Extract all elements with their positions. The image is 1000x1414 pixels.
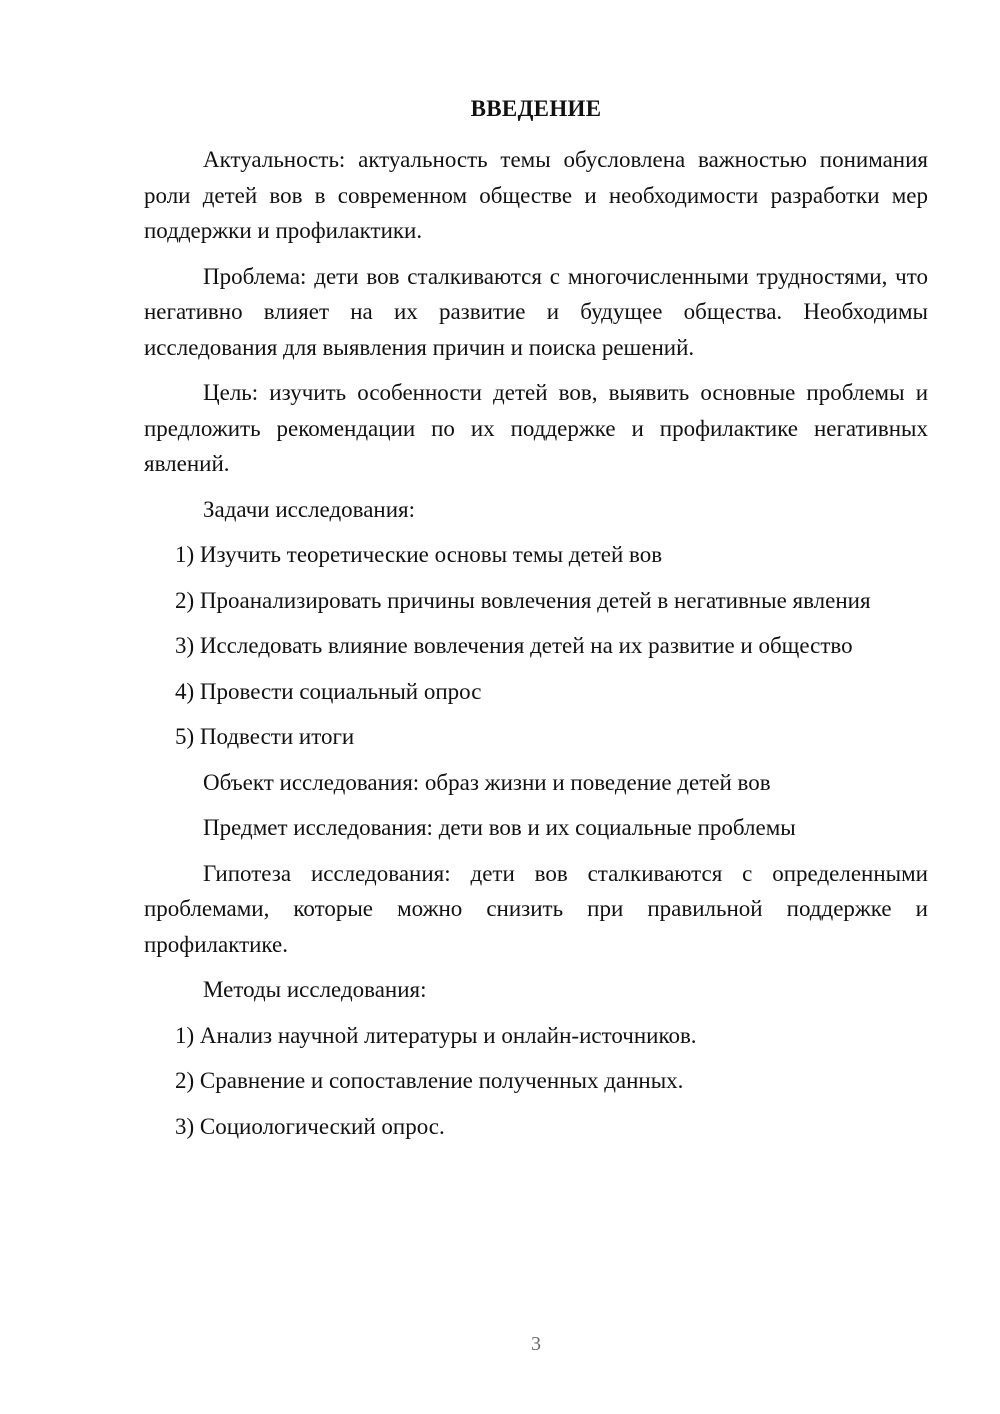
- paragraph-goal: Цель: изучить особенности детей вов, выявить основные проблемы и предложить рекомендации по их поддержке и профилактике негативных явлений.: [144, 380, 928, 476]
- research-object: Объект исследования: образ жизни и поведение детей вов: [203, 769, 771, 795]
- task-item: 2) Проанализировать причины вовлечения детей в негативные явления: [175, 587, 871, 613]
- page-number: 3: [531, 1333, 541, 1355]
- tasks-list: [144, 537, 928, 755]
- method-item: 1) Анализ научной литературы и онлайн-источников.: [175, 1022, 697, 1048]
- tasks-heading: Задачи исследования:: [203, 496, 416, 522]
- method-item: 2) Сравнение и сопоставление полученных данных.: [175, 1068, 684, 1093]
- task-item: 3) Исследовать влияние вовлечения детей на их развитие и общество: [175, 633, 853, 658]
- section-title: ВВЕДЕНИЕ: [470, 96, 602, 121]
- methods-list: [144, 1018, 928, 1145]
- research-hypothesis: Гипотеза исследования: дети вов сталкиваются с определенными проблемами, которые можно снизить при правильной поддержке и профилактике.: [144, 860, 928, 957]
- paragraph-relevance: Актуальность: актуальность темы обусловлена важностью понимания роли детей вов в современном обществе и необходимости разработки мер поддержки и профилактики.: [144, 147, 928, 243]
- body-text: [144, 142, 928, 1154]
- paragraph-problem: Проблема: дети вов сталкиваются с многочисленными трудностями, что негативно влияет на их развитие и будущее общества. Необходимы исследования для выявления причин и поиска решений.: [144, 263, 928, 360]
- methods-heading: Методы исследования:: [203, 977, 427, 1002]
- method-item: 3) Социологический опрос.: [175, 1113, 445, 1139]
- research-subject: Предмет исследования: дети вов и их социальные проблемы: [203, 815, 796, 840]
- task-item: 1) Изучить теоретические основы темы детей вов: [175, 542, 663, 567]
- task-item: 5) Подвести итоги: [175, 724, 355, 749]
- task-item: 4) Провести социальный опрос: [175, 678, 482, 704]
